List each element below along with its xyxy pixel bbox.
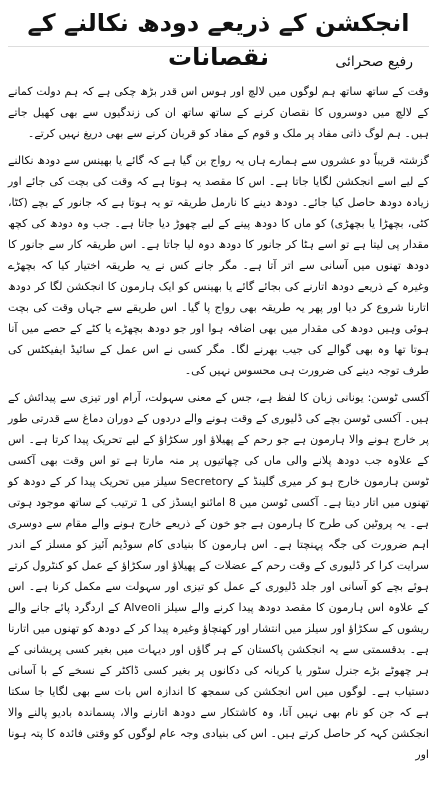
author-byline: رفیع صحرائی <box>335 54 413 70</box>
article-paragraph-1: وقت کے ساتھ ساتھ ہم لوگوں میں لالچ اور ہوس اس قدر بڑھ چکی ہے کہ ہم دولت کمانے کے لالچ میں دوسروں کا نقصان کرنے کے ساتھ ساتھ ان کی زندگیوں سے بھی کھیل جاتے ہیں۔ ہم لوگ ذاتی مفاد پر ملک و قوم کے مفاد کو قربان کرنے سے بھی دریغ نہیں کرتے۔ <box>8 85 429 140</box>
article-paragraph-3: آکسی ٹوسن: یونانی زبان کا لفظ ہے، جس کے معنی سہولت، آرام اور تیزی سے پیدائش کے ہیں۔ آکسی ٹوسن بچے کی ڈلیوری کے وقت ہونے والے دردوں کے دوران دماغ سے قدرتی طور پر خارج ہونے والا ہارمون ہے جو رحم کے پھیلاؤ اور سکڑاؤ کے لیے تحریک پیدا کرتا ہے۔ اس کے علاوہ جب دودھ پلانے والی ماں کی چھاتیوں پر منہ مارتا ہے تو اس وقت بھی آکسی ٹوسن ہارمون خارج ہو کر میری گلینڈ کے Secretory سیلز میں تحریک پیدا کر کے دودھ کو تھنوں میں اتار دیتا ہے۔ آکسی ٹوسن میں 8 امائنو ایسڈز کی 1 ترتیب کے ساتھ موجود ہوتی ہے۔ یہ پروٹین کی طرح کا ہارمون ہے جو خون کے ذریعے خارج ہونے والے مقام سے دوسری اہم ضرورت کی جگہ پہنچتا ہے۔ اس ہارمون کا بنیادی کام سوڈیم آئیز کو مسلز کے اندر سرایت کرا کر ڈلیوری کے وقت رحم کے عضلات کے پھیلاؤ اور سکڑاؤ کے عمل کو کنٹرول کرتے ہوئے بچے کو آسانی اور جلد ڈلیوری کے عمل کو تیزی اور سہولت سے مکمل کرنا ہے۔ اس کے علاوہ اس ہارمون کا مقصد دودھ پیدا کرنے والے سیلز Alveoli کے اردگرد پائے جانے والے ریشوں کے سکڑاؤ اور سیلز میں انتشار اور کھنچاؤ وغیرہ پیدا کر کے دودھ کو تھنوں میں اتارنا ہے۔ بدقسمتی سے یہ انجکشن پاکستان کے ہر گاؤں اور دیہات میں بغیر کسی پریشانی کے ہر چھوٹے بڑے جنرل سٹور یا کریانہ کی دکانوں پر بغیر کسی ڈاکٹر کے نسخے کے با آسانی دستیاب ہے۔ لوگوں میں اس انجکشن کی سمجھ کا اندازہ اس بات سے بھی لگایا جا سکتا ہے کہ جن کو نام بھی نہیں آتا، وہ کاشتکار سے دودھ اتارنے والا، پسماندہ بادیو پالنے والا انجکشن کہہ کر حاصل کرتے ہیں۔ اس کی بنیادی وجہ عام لوگوں کو وقتی فائدہ کا پتہ ہونا اور <box>8 391 429 761</box>
article-paragraph-2: گزشتہ قریباً دو عشروں سے ہمارے ہاں یہ رواج بن گیا ہے کہ گائے یا بھینس سے دودھ نکالنے کے لیے اسے انجکشن لگایا جاتا ہے۔ اس کا مقصد یہ ہوتا ہے کہ وقت کی بچت کی جائے اور زیادہ دودھ حاصل کیا جائے۔ دودھ دینے کا نارمل طریقہ تو یہ ہوتا ہے کہ جانور کے بچے (کٹا، کٹی، بچھڑا یا بچھڑی) کو ماں کا دودھ پینے کے لیے چھوڑ دیا جاتا ہے۔ جب وہ دودھ کی کچھ مقدار پی لیتا ہے تو اسے ہٹا کر جانور کا دودھ دوہ لیا جاتا ہے۔ اس طریقہ کار سے جانور کا دودھ تھنوں میں آسانی سے اتر آتا ہے۔ مگر جانے کس نے یہ طریقہ اختیار کیا کہ بچھڑے وغیرہ کے ذریعے دودھ اتارنے کی بجائے گائے یا بھینس کو ایک ہارمون کا انجکشن لگا کر دودھ اتارنا شروع کر دیا اور پھر یہ طریقہ بھی رواج پا گیا۔ اس طریقے سے جہاں وقت کی بچت ہوئی وہیں دودھ کی مقدار میں بھی اضافہ ہوا اور جو دودھ بچھڑے یا کٹے کے حصے میں آنا ہوتا تھا وہ بھی گوالے کی جیب بھرنے لگا۔ مگر کسی نے اس عمل کے سائیڈ ایفیکٹس کی طرف توجہ دینے کی ضرورت ہی محسوس نہیں کی۔ <box>8 154 430 377</box>
article-title: انجکشن کے ذریعے دودھ نکالنے کے نقصانات <box>8 6 429 47</box>
